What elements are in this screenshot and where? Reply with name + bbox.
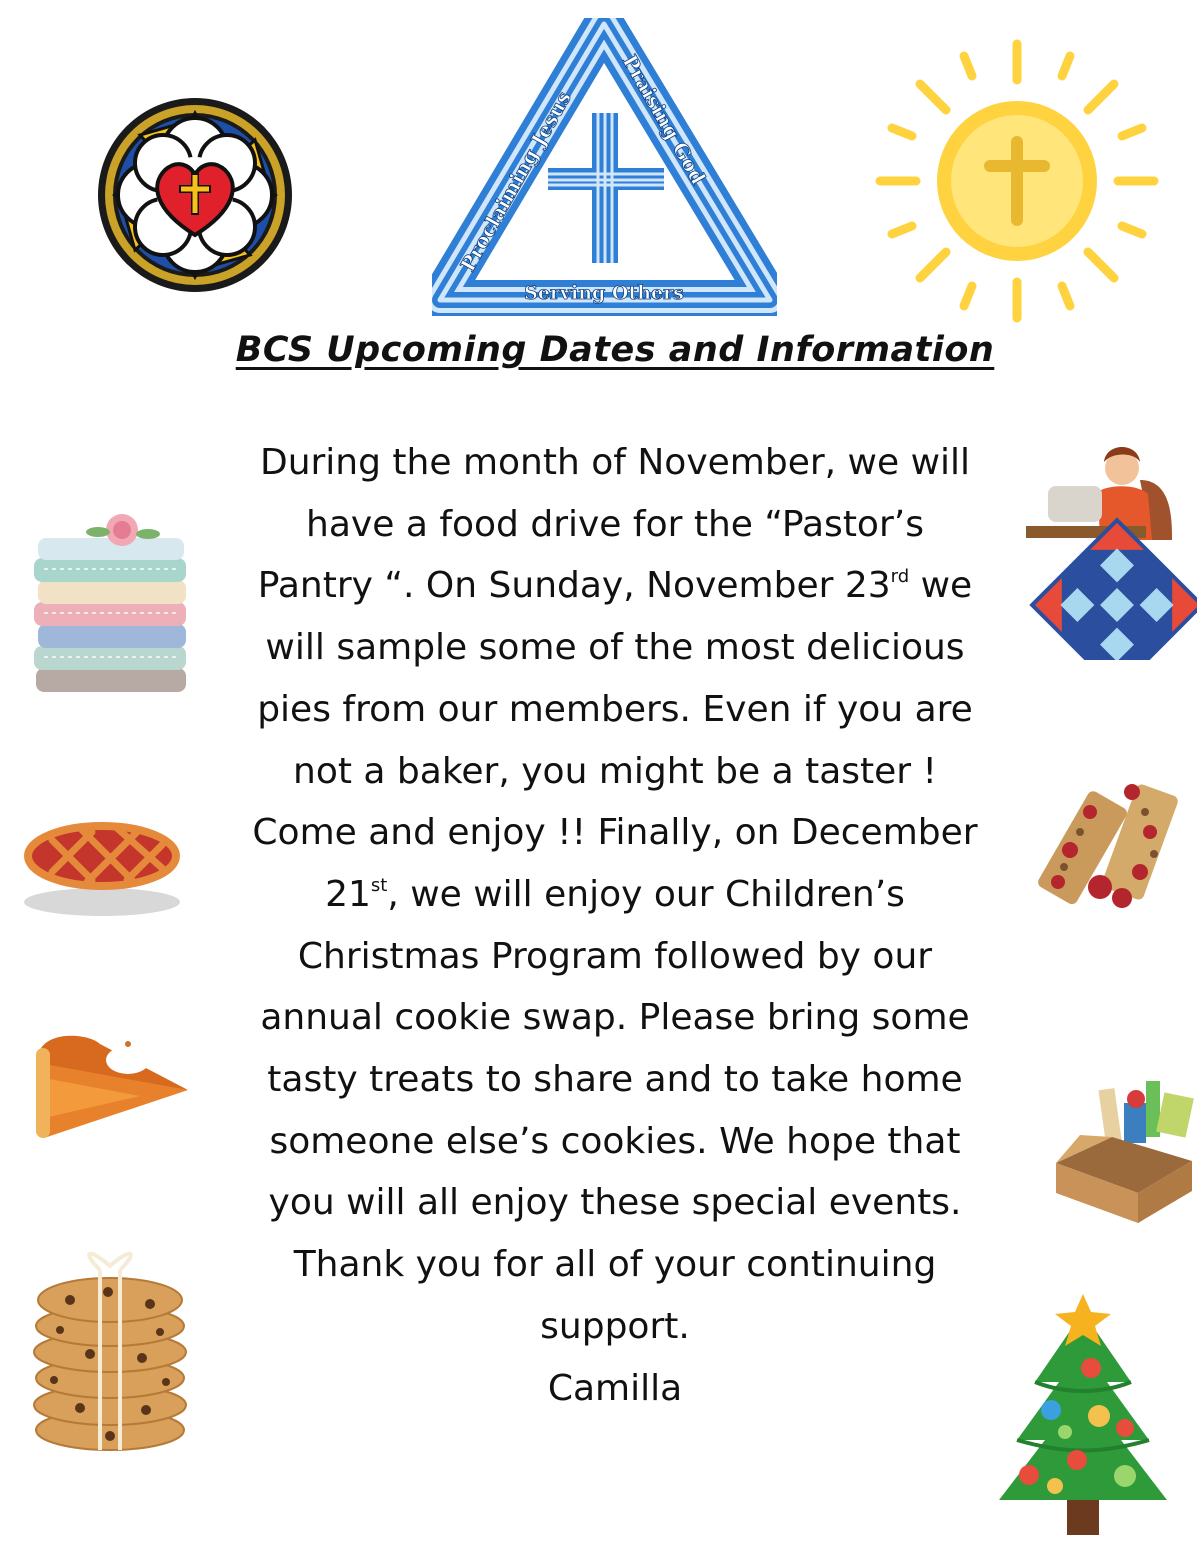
body-line: not a baker, you might be a taster ! bbox=[293, 750, 937, 792]
church-logo-icon bbox=[432, 18, 777, 316]
food-box-icon bbox=[1050, 1075, 1200, 1225]
body-line-start: Pantry “. On Sunday, November 23 bbox=[257, 565, 891, 607]
body-line-end: , we will enjoy our Children’s bbox=[387, 873, 905, 915]
page-title: BCS Upcoming Dates and Information bbox=[235, 330, 995, 370]
logo-bottom-text: Serving Others bbox=[524, 282, 684, 304]
luther-rose-icon bbox=[95, 95, 295, 295]
pie-slice-icon bbox=[30, 1020, 192, 1142]
body-line: someone else’s cookies. We hope that bbox=[269, 1120, 961, 1162]
granola-bars-icon bbox=[1030, 772, 1180, 912]
body-line: annual cookie swap. Please bring some bbox=[260, 997, 970, 1039]
superscript: rd bbox=[890, 566, 910, 588]
sun-cross-icon bbox=[872, 36, 1162, 326]
logo-left-text: Proclaiming Jesus bbox=[455, 86, 576, 276]
body-text bbox=[195, 432, 1035, 1419]
quilt-stack-icon bbox=[30, 508, 190, 693]
cookie-stack-icon bbox=[30, 1250, 190, 1455]
body-line: support. bbox=[540, 1305, 690, 1347]
signature: Camilla bbox=[547, 1367, 683, 1409]
body-line: you will all enjoy these special events. bbox=[268, 1182, 962, 1224]
body-line-end: we bbox=[909, 565, 973, 607]
logo-right-text: Praising God bbox=[617, 50, 711, 189]
body-line: pies from our members. Even if you are bbox=[257, 688, 973, 730]
body-line: tasty treats to share and to take home bbox=[267, 1059, 963, 1101]
body-line: Christmas Program followed by our bbox=[297, 935, 933, 977]
lattice-pie-icon bbox=[22, 810, 182, 918]
body-line: Come and enjoy !! Finally, on December bbox=[252, 812, 978, 854]
body-line: During the month of November, we will bbox=[259, 442, 971, 483]
christmas-tree-icon bbox=[995, 1290, 1170, 1540]
superscript: st bbox=[370, 874, 388, 896]
body-line: have a food drive for the “Pastor’s bbox=[306, 503, 924, 545]
body-line bbox=[195, 555, 1035, 617]
body-line: Thank you for all of your continuing bbox=[293, 1244, 937, 1286]
body-line bbox=[195, 864, 1035, 926]
body-line: will sample some of the most delicious bbox=[265, 627, 965, 669]
body-line-start: 21 bbox=[325, 873, 371, 915]
sewing-woman-icon bbox=[1022, 440, 1197, 660]
